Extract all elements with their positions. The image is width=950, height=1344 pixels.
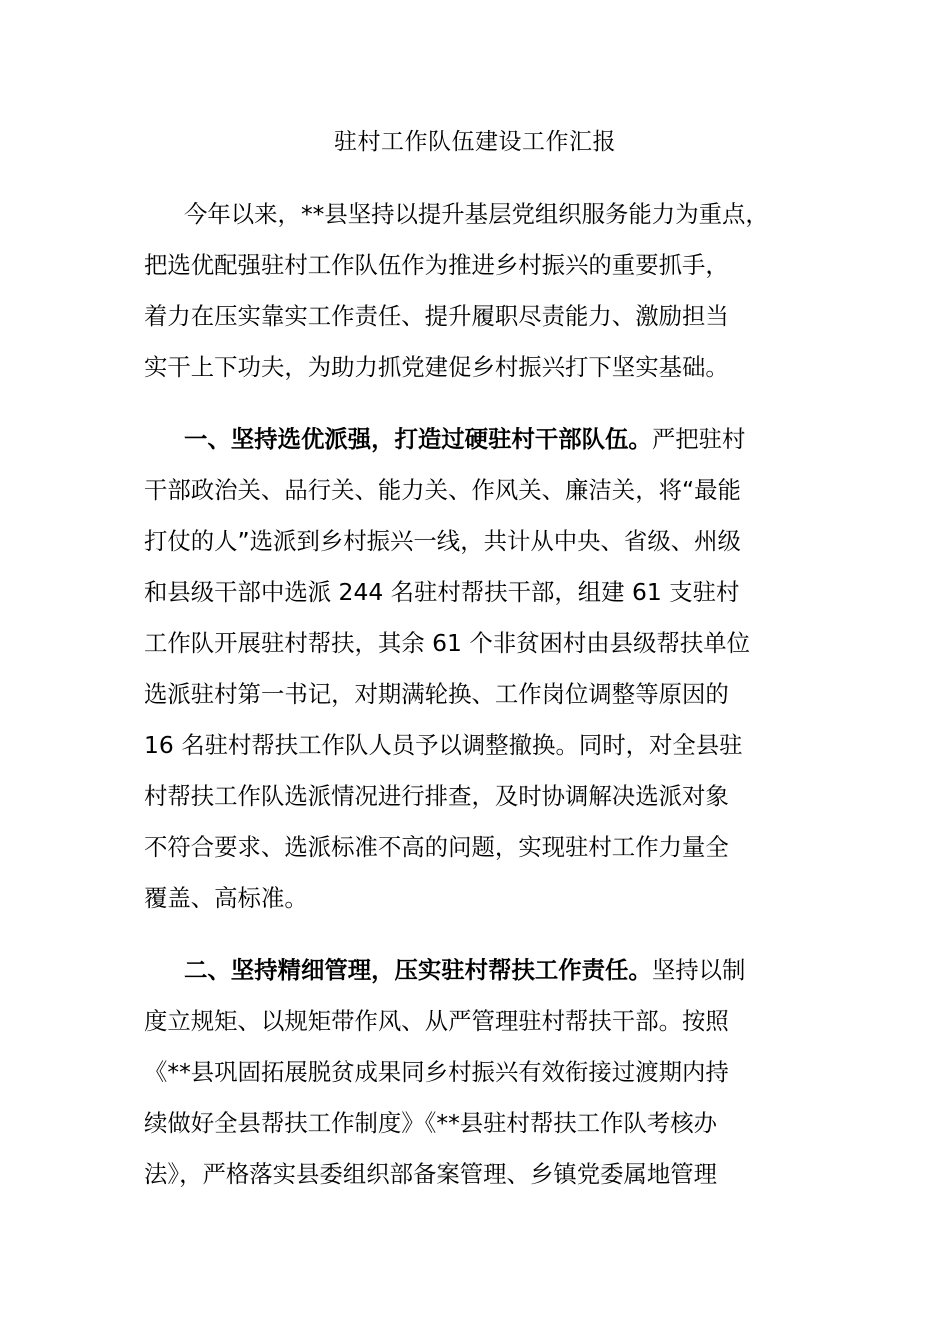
paragraph-line: 不符合要求、选派标准不高的问题，实现驻村工作力量全: [144, 833, 729, 861]
section-heading-continuation: 坚持以制: [651, 956, 746, 984]
paragraph-line: 着力在压实靠实工作责任、提升履职尽责能力、激励担当: [144, 302, 729, 330]
paragraph-line: 村帮扶工作队选派情况进行排查，及时协调解决选派对象: [144, 782, 729, 810]
paragraph-line: 工作队开展驻村帮扶，其余 61 个非贫困村由县级帮扶单位: [144, 629, 751, 657]
paragraph-line: 和县级干部中选派 244 名驻村帮扶干部，组建 61 支驻村: [144, 578, 740, 606]
paragraph-first-line: [144, 414, 844, 465]
paragraph-line: 实干上下功夫，为助力抓党建促乡村振兴打下坚实基础。: [144, 353, 729, 381]
paragraph-section-two: [144, 945, 844, 1200]
paragraph-line: 度立规矩、以规矩带作风、从严管理驻村帮扶干部。按照: [144, 1007, 729, 1035]
section-heading: 一、坚持选优派强，打造过硬驻村干部队伍。: [184, 425, 652, 453]
paragraph-intro: [144, 189, 844, 393]
section-heading-continuation: 严把驻村: [651, 425, 746, 453]
paragraph-section-one: [144, 414, 844, 924]
paragraph-line: 干部政治关、品行关、能力关、作风关、廉洁关，将“最能: [144, 476, 741, 504]
paragraph-line: 续做好全县帮扶工作制度》《**县驻村帮扶工作队考核办: [144, 1109, 718, 1137]
document-title: 驻村工作队伍建设工作汇报: [334, 129, 616, 155]
paragraph-line: 16 名驻村帮扶工作队人员予以调整撤换。同时，对全县驻: [144, 731, 743, 759]
paragraph-line: 《**县巩固拓展脱贫成果同乡村振兴有效衔接过渡期内持: [144, 1058, 729, 1086]
paragraph-line: 打仗的人”选派到乡村振兴一线，共计从中央、省级、州级: [144, 527, 741, 555]
paragraph-line: 把选优配强驻村工作队伍作为推进乡村振兴的重要抓手，: [144, 251, 729, 279]
section-heading: 二、坚持精细管理，压实驻村帮扶工作责任。: [184, 956, 652, 984]
paragraph-line: 选派驻村第一书记，对期满轮换、工作岗位调整等原因的: [144, 680, 729, 708]
paragraph-first-line: [144, 945, 844, 996]
paragraph-line: 覆盖、高标准。: [144, 884, 308, 912]
paragraph-line: 法》，严格落实县委组织部备案管理、乡镇党委属地管理: [144, 1160, 718, 1188]
paragraph-line: 今年以来，**县坚持以提升基层党组织服务能力为重点，: [184, 200, 769, 228]
